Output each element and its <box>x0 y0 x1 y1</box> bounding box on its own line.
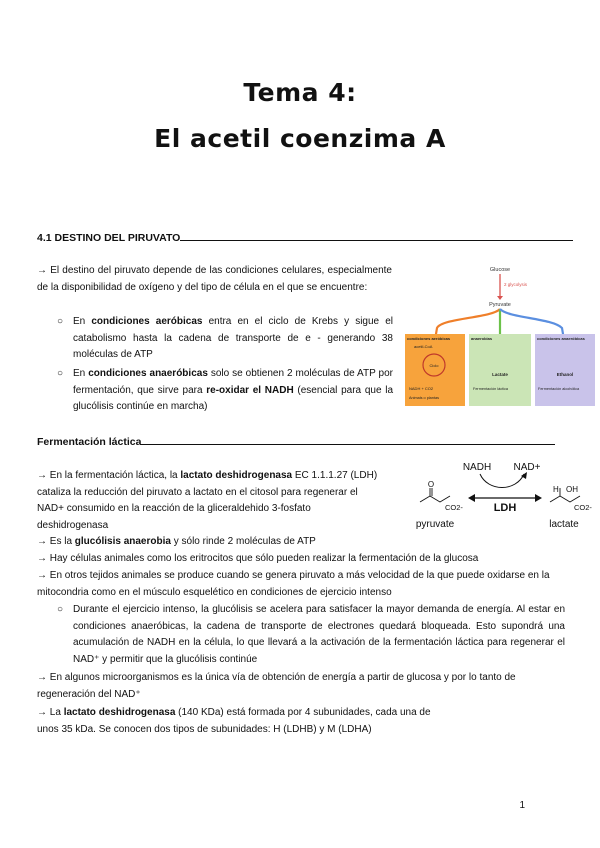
p2-pre: → Es la <box>37 536 75 547</box>
lactate-hydrogen: H <box>553 485 559 494</box>
section-heading-fermentacion <box>37 436 555 448</box>
glycolysis-arrowhead <box>497 296 503 300</box>
ldh-subunidades-paragraph <box>37 705 497 738</box>
ethanol-box-label: Ethanol <box>556 372 574 377</box>
bullet-aerobic-pre: En <box>73 316 92 327</box>
lactate-carboxylate: CO2- <box>574 503 592 512</box>
ethanol-box-title: condiciones anaeróbicas <box>537 336 585 341</box>
reaction-arrowhead-right <box>535 494 542 502</box>
glucolisis-anaerobia-line <box>37 534 557 551</box>
p2-post: y sólo rinde 2 moléculas de ATP <box>170 536 316 547</box>
page-title-line-2: El acetil coenzima A <box>154 124 446 153</box>
intro-paragraph: → El destino del piruvato depende de las condiciones celulares, especialmente de la disponibilidad de oxígeno y del tipo de célula en el que se encuentre: <box>37 265 392 293</box>
aerobic-box-bottom: NADH + CO2 <box>409 386 434 391</box>
lactate-box <box>469 334 531 406</box>
ethanol-box-caption: Fermentación alcohólica <box>538 387 580 391</box>
bullet-aerobic-post: entra en el ciclo de Krebs y sigue el catabolismo hasta la cadena de transporte de e - generando 38 moléculas de ATP <box>73 316 393 360</box>
bullet-anaerobic <box>73 366 393 416</box>
section-heading-text: Fermentación láctica <box>37 436 142 448</box>
page-title-line-1: Tema 4: <box>243 78 357 107</box>
cofactor-curve-arrow <box>480 474 524 488</box>
pyruvate-oxygen: O <box>427 480 435 489</box>
pyruvate-label: Pyruvate <box>489 302 511 308</box>
eritrocitos-line: → Hay células animales como los eritrocitos que sólo pueden realizar la fermentación de la glucosa <box>37 553 479 564</box>
tejidos-animales-paragraph: → En otros tejidos animales se produce cuando se genera piruvato a más velocidad de la que puede oxidarse en la mitocondria como en el músculo esquelético en condiciones de ejercicio intenso <box>37 570 550 598</box>
bullet-circle-icon: ○ <box>57 368 64 379</box>
bullet-anaerobic-mid: solo se obtienen 2 moléculas de ATP por fermentación, que sirve para <box>73 368 393 396</box>
reaction-arrowhead-left <box>468 494 475 502</box>
p6-bold: lactato deshidrogenasa <box>63 707 176 718</box>
bullet-circle-icon: ○ <box>57 316 64 327</box>
pyruvate-structure <box>420 496 450 502</box>
p6-line1-post: (140 KDa) está formada por 4 subunidades, cada una de <box>175 707 431 718</box>
bullet-anaerobic-bold: condiciones anaeróbicas <box>88 368 208 379</box>
bullet-aerobic <box>73 314 393 364</box>
microorganismos-paragraph: → En algunos microorganismos es la única vía de obtención de energía a partir de glucosa y por lo tanto de regeneración del NAD⁺ <box>37 672 516 700</box>
pyruvate-fate-diagram <box>402 262 598 408</box>
lactate-box-title: anaerobias <box>471 336 493 341</box>
heading-underline <box>180 239 573 241</box>
bullet-aerobic-bold: condiciones aeróbicas <box>91 316 203 327</box>
aerobic-box-caption: Animals o plantas <box>409 396 439 400</box>
p2-bold: glucólisis anaerobia <box>74 536 171 547</box>
lactate-box-caption: Fermentación láctica <box>473 387 509 391</box>
ldh-paragraph-bold: lactato deshidrogenasa <box>180 470 293 481</box>
bullet-anaerobic-pre: En <box>73 368 89 379</box>
page-number: 1 <box>519 800 525 811</box>
pyruvate-label: pyruvate <box>415 519 455 530</box>
bullet-circle-icon: ○ <box>57 604 64 615</box>
p6-line2: unos 35 kDa. Se conocen dos tipos de subunidades: H (LDHB) y M (LDHA) <box>37 723 372 735</box>
p6-pre: → La <box>37 707 64 718</box>
ejercicio-intenso-bullet: Durante el ejercicio intenso, la glucólisis se acelera para satisfacer la mayor demanda de energía. Al estar en condiciones anaeróbicas, la cadena de transporte de electrones quedará bloqueada. Esto supondrá una acumulación de NADH en la célula, lo que llevará a la activación de la fermentación láctica para regenerar el NAD⁺ y permitir que la glucólisis continúe <box>73 604 565 665</box>
lactate-hydroxyl: OH <box>566 485 578 494</box>
ldh-paragraph-line4: deshidrogenasa <box>37 519 109 531</box>
bullet-anaerobic-bold2: re-oxidar el NADH <box>206 384 294 396</box>
ldh-paragraph-line2: cataliza la reducción del piruvato a lactato en el citosol para regenerar el <box>37 486 358 498</box>
pyruvate-carboxylate: CO2- <box>445 503 463 512</box>
ldh-paragraph <box>37 468 402 534</box>
glucose-label: Glucose <box>489 267 511 273</box>
nadh-label: NADH <box>462 462 492 473</box>
section-heading-destino-piruvato <box>37 232 573 244</box>
glycolysis-label: 2 glycolysis <box>504 282 528 287</box>
lactate-label: lactate <box>549 519 579 530</box>
ldh-paragraph-pre: → En la fermentación láctica, la <box>37 470 181 481</box>
aerobic-box-sub: acetil-CoA <box>414 344 433 349</box>
lactate-structure <box>550 496 580 502</box>
ldh-enzyme-label: LDH <box>493 502 517 514</box>
lactate-box-label: Lactate <box>492 372 508 377</box>
krebs-cycle-label: Ciclo <box>429 363 439 368</box>
aerobic-box-title: condiciones aeróbicas <box>407 336 451 341</box>
ldh-paragraph-line3: NAD+ consumido en la reacción de la gliceraldehido 3-fosfato <box>37 503 311 514</box>
nad-label: NAD+ <box>513 462 541 473</box>
ldh-reaction-diagram <box>410 458 598 530</box>
ldh-paragraph-line1-post: EC 1.1.1.27 (LDH) <box>292 470 378 481</box>
ethanol-box <box>535 334 595 406</box>
bullet-anaerobic-post: (esencial para que la glucólisis continúe en marcha) <box>73 384 393 412</box>
section-heading-text: 4.1 DESTINO DEL PIRUVATO <box>37 232 181 244</box>
heading-underline <box>141 443 555 445</box>
